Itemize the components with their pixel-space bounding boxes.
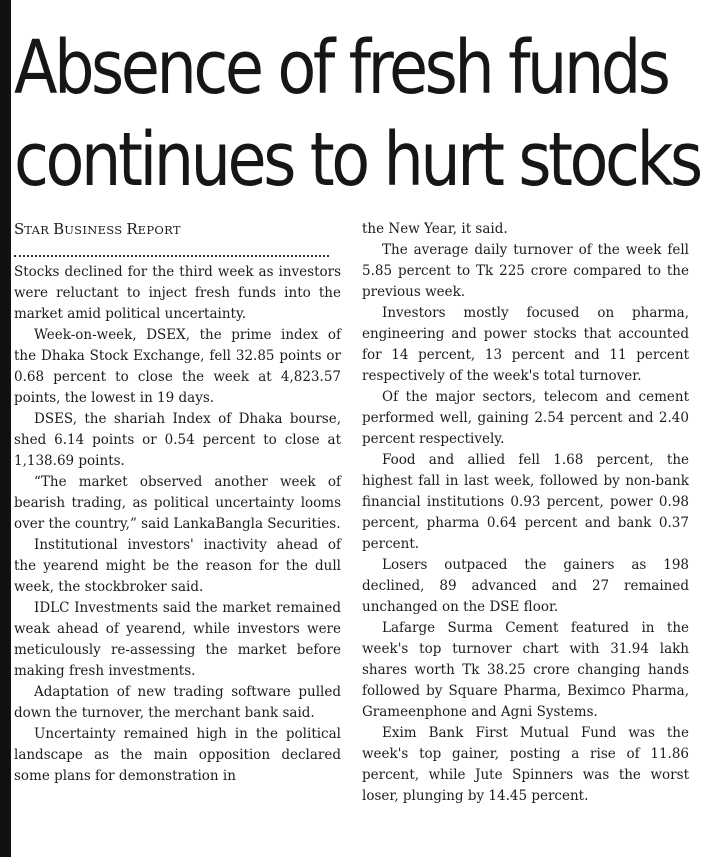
paragraph: Lafarge Surma Cement featured in the week's top turnover chart with 31.94 lakh shares worth Tk 38.25 crore changing hands followed by Square Pharma, Beximco Pharma, Grameenphone and Agni Systems. — [362, 620, 689, 720]
paragraph-continuation: the New Year, it said. — [362, 221, 508, 237]
paragraph: Exim Bank First Mutual Fund was the week's top gainer, posting a rise of 11.86 percent, while Jute Spinners was the worst loser, plunging by 14.45 percent. — [362, 725, 689, 804]
paragraph: Food and allied fell 1.68 percent, the highest fall in last week, followed by non-bank financial institutions 0.93 percent, power 0.98 percent, pharma 0.64 percent and bank 0.37 percent. — [362, 452, 689, 552]
paragraph: Week-on-week, DSEX, the prime index of the Dhaka Stock Exchange, fell 32.85 points or 0.68 percent to close the week at 4,823.57 points, the lowest in 19 days. — [14, 327, 341, 406]
paragraph: Investors mostly focused on pharma, engineering and power stocks that accounted for 14 percent, 13 percent and 11 percent respectively of the week's total turnover. — [362, 305, 689, 384]
headline-line-2: continues to hurt stocks — [14, 117, 700, 203]
right-column — [362, 219, 689, 807]
headline — [14, 22, 700, 206]
paragraph: Losers outpaced the gainers as 198 declined, 89 advanced and 27 remained unchanged on the DSE floor. — [362, 557, 689, 615]
paragraph: Institutional investors' inactivity ahead of the yearend might be the reason for the dull week, the stockbroker said. — [14, 537, 341, 595]
byline: STAR BUSINESS REPORT — [14, 220, 181, 238]
left-edge-bar — [0, 0, 11, 857]
paragraph: Of the major sectors, telecom and cement performed well, gaining 2.54 percent and 2.40 percent respectively. — [362, 389, 689, 447]
paragraph: IDLC Investments said the market remained weak ahead of yearend, while investors were meticulously re-assessing the market before making fresh investments. — [14, 600, 341, 679]
paragraph: Stocks declined for the third week as investors were reluctant to inject fresh funds into the market amid political uncertainty. — [14, 264, 341, 322]
paragraph: Adaptation of new trading software pulled down the turnover, the merchant bank said. — [14, 684, 341, 721]
left-column — [14, 219, 341, 787]
byline-divider — [14, 241, 329, 257]
paragraph: The average daily turnover of the week fell 5.85 percent to Tk 225 crore compared to the previous week. — [362, 242, 689, 300]
paragraph: Uncertainty remained high in the political landscape as the main opposition declared some plans for demonstration in — [14, 726, 341, 784]
headline-line-1: Absence of fresh funds — [14, 25, 668, 111]
paragraph: “The market observed another week of bearish trading, as political uncertainty looms over the country,” said LankaBangla Securities. — [14, 474, 341, 532]
paragraph: DSES, the shariah Index of Dhaka bourse, shed 6.14 points or 0.54 percent to close at 1,138.69 points. — [14, 411, 341, 469]
